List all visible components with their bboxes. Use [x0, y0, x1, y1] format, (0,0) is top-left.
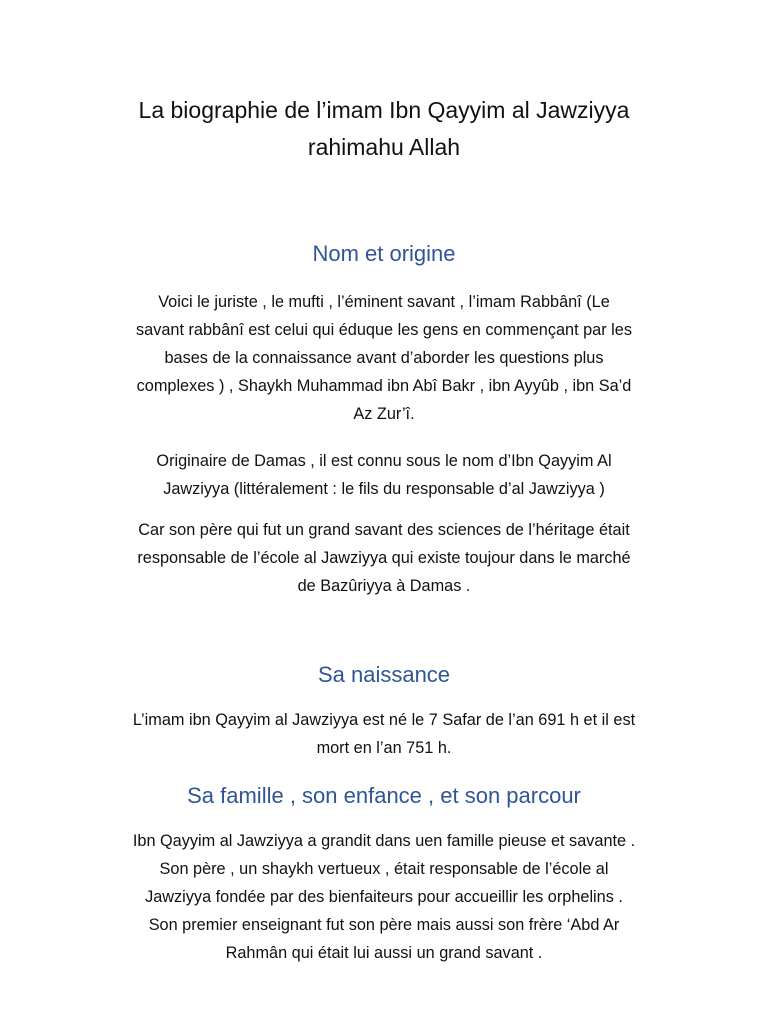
text-line: L’imam ibn Qayyim al Jawziyya est né le 7 Safar de l’an 691 h et il est [132, 711, 636, 729]
title-line: La biographie de l’imam Ibn Qayyim al Jawziyya [138, 97, 630, 123]
text-line: Car son père qui fut un grand savant des sciences de l’héritage était [138, 521, 630, 539]
text-line: de Bazûriyya à Damas . [297, 577, 471, 595]
text-line: Jawziyya fondée par des bienfaiteurs pour accueillir les orphelins . [145, 888, 623, 906]
text-line: savant rabbânî est celui qui éduque les gens en commençant par les [136, 321, 632, 339]
document-title [60, 92, 708, 166]
section-heading-nom-et-origine: Nom et origine [312, 241, 456, 266]
paragraph [70, 516, 698, 600]
text-line: Son premier enseignant fut son père mais aussi son frère ‘Abd Ar [148, 916, 620, 934]
text-line: mort en l’an 751 h. [316, 739, 452, 757]
paragraph [70, 827, 698, 967]
text-line: complexes ) , Shaykh Muhammad ibn Abî Bakr , ibn Ayyûb , ibn Sa’d [136, 377, 632, 395]
paragraph [70, 706, 698, 762]
text-line: Rahmân qui était lui aussi un grand savant . [225, 944, 543, 962]
text-line: responsable de l’école al Jawziyya qui existe toujour dans le marché [137, 549, 631, 567]
section-heading-sa-famille: Sa famille , son enfance , et son parcour [187, 783, 581, 808]
title-line: rahimahu Allah [307, 134, 461, 160]
text-line: Originaire de Damas , il est connu sous le nom d’Ibn Qayyim Al [156, 452, 612, 470]
text-line: Son père , un shaykh vertueux , était responsable de l’école al [159, 860, 609, 878]
text-line: Az Zur’î. [353, 405, 415, 423]
text-line: Jawziyya (littéralement : le fils du responsable d’al Jawziyya ) [163, 480, 605, 498]
section-heading-sa-naissance: Sa naissance [317, 662, 451, 687]
paragraph [70, 447, 698, 503]
text-line: bases de la connaissance avant d’aborder les questions plus [164, 349, 604, 367]
paragraph [70, 288, 698, 428]
text-line: Voici le juriste , le mufti , l’éminent savant , l’imam Rabbânî (Le [158, 293, 610, 311]
text-line: Ibn Qayyim al Jawziyya a grandit dans uen famille pieuse et savante . [132, 832, 636, 850]
